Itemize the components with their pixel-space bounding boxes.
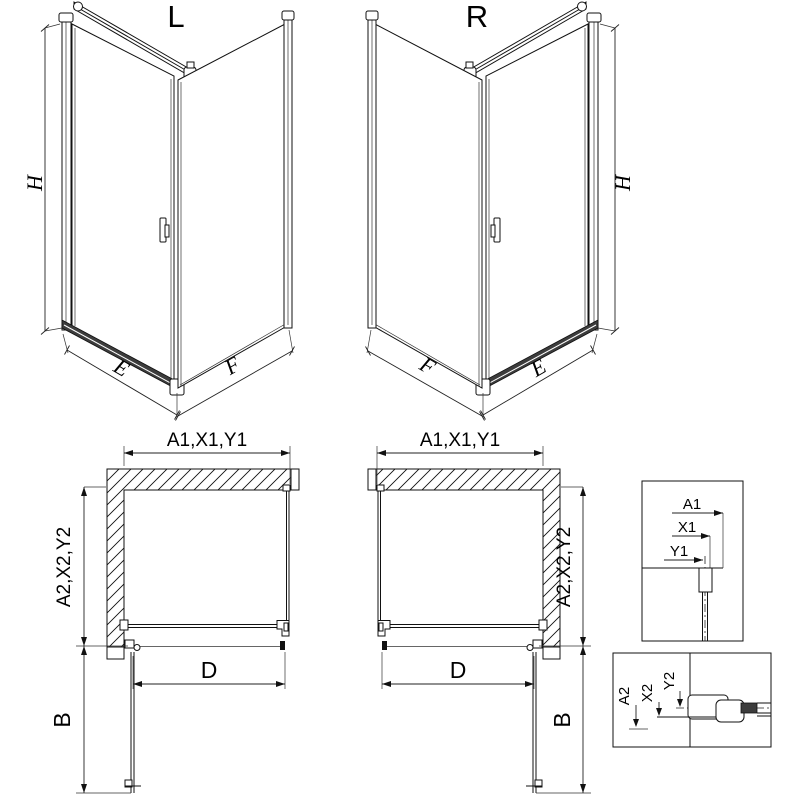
dimension-h-right [598,24,635,335]
door-panel [486,24,588,384]
a1x1y1-label: A1,X1,Y1 [166,430,248,451]
h-label: H [610,175,636,191]
f-label: F [220,351,245,380]
side-glass-panel [283,485,290,624]
e-label: E [526,353,551,382]
plan-view-left [49,430,299,793]
strike-block-icon [280,641,285,650]
a1-label: A1 [682,496,702,513]
a2x2y2-label: A2,X2,Y2 [554,526,575,608]
dimension-y1-detail [664,543,703,563]
a2x2y2-label: A2,X2,Y2 [54,526,75,608]
side-glass-panel [377,485,384,624]
wall-hatched [107,469,299,659]
iso-view-right [366,0,636,421]
d-label: D [449,657,467,683]
side-panel [373,23,482,388]
wall-profile-icon [366,11,378,328]
dimension-x1-detail [672,519,710,539]
h-label: H [22,175,48,191]
wall-mount-profile-icon [657,695,771,722]
hinge-profile-icon [587,13,601,330]
wall-bracket-icon [539,620,547,630]
dimension-d-right [382,652,534,689]
model-label-right: R [465,0,489,34]
side-panel [178,23,287,388]
b-label: B [49,712,75,728]
dimension-a1-detail [672,496,723,516]
y1-label: Y1 [669,543,689,560]
dimension-h-left [22,24,62,335]
dimension-a2-left [54,487,106,646]
x2-label: X2 [639,683,656,703]
x1-label: X1 [677,519,697,536]
door-closed [378,620,547,636]
detail-box-glass [642,481,743,641]
detail-box-profile [613,653,771,747]
d-label: D [200,657,218,683]
hinge-pivot-icon [125,640,134,648]
dimension-b-right [536,646,591,793]
iso-view-left [22,0,294,421]
strike-block-icon [382,641,387,650]
e-label: E [109,353,134,382]
b-label: B [549,712,575,728]
glass-clamp-profile-icon [699,568,712,641]
dimension-y2-detail [661,672,683,707]
f-label: F [415,351,440,380]
a1x1y1-label: A1,X1,Y1 [419,430,501,451]
wall-profile-icon [282,11,294,328]
dimension-x2-detail [639,684,662,716]
wall-hatched [368,469,560,659]
y2-label: Y2 [661,671,678,691]
hinge-profile-icon [59,13,73,330]
a2-label: A2 [616,686,633,706]
model-label-left: L [167,0,185,34]
hinge-pivot-icon [533,640,542,648]
plan-view-right [368,430,591,793]
dimension-b-left [49,646,131,793]
wall-bracket-icon [120,620,128,630]
door-closed [120,620,289,636]
dimension-d-left [133,652,285,689]
door-panel [72,24,174,384]
